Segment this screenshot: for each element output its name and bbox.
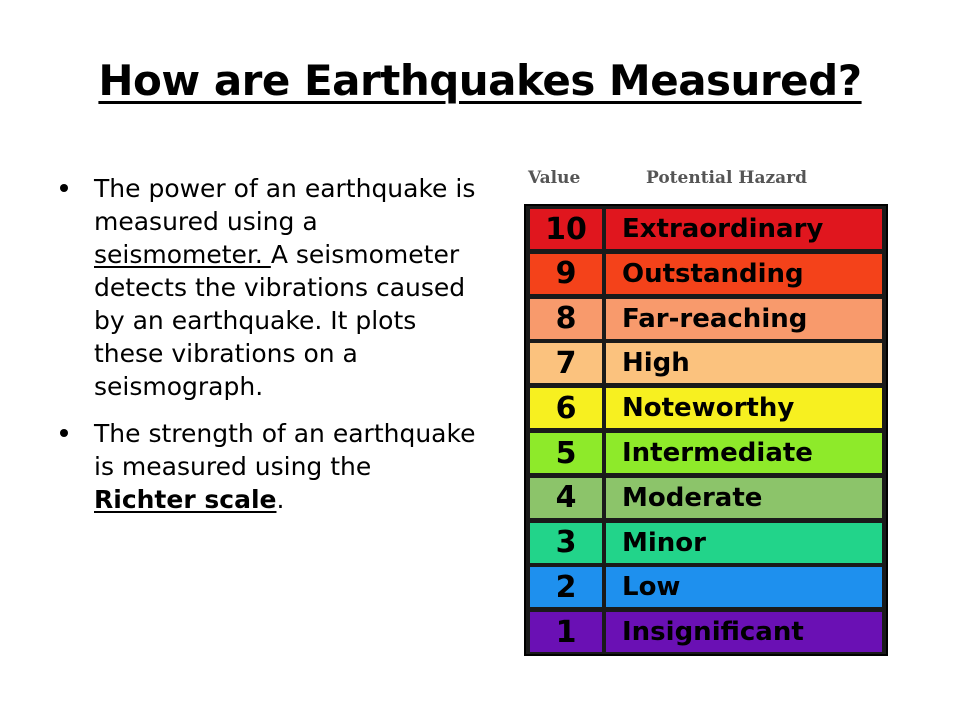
richter-scale-figure (524, 166, 888, 656)
scale-hazard: Far-reaching (606, 299, 882, 339)
scale-value: 6 (530, 388, 602, 428)
scale-value: 5 (530, 433, 602, 473)
scale-row (526, 251, 886, 296)
bullet-text-before: The strength of an earthquake is measured using the (94, 419, 476, 481)
scale-hazard: Intermediate (606, 433, 882, 473)
scale-value: 10 (530, 209, 602, 249)
scale-row (526, 385, 886, 430)
scale-header (524, 166, 888, 196)
seismometer-term: seismometer. (94, 240, 271, 269)
scale-row (526, 520, 886, 565)
scale-row (526, 430, 886, 475)
scale-hazard: Outstanding (606, 254, 882, 294)
bullet-icon (60, 429, 68, 437)
scale-hazard: Noteworthy (606, 388, 882, 428)
scale-value: 2 (530, 567, 602, 607)
scale-value: 7 (530, 343, 602, 383)
bullet-icon (60, 184, 68, 192)
slide-title-text: How are Earthquakes Measured? (98, 56, 862, 105)
scale-row (526, 564, 886, 609)
scale-hazard: Minor (606, 523, 882, 563)
richter-scale-term: Richter scale (94, 485, 277, 514)
scale-value: 9 (530, 254, 602, 294)
bullet-text-after: A seismometer detects the vibrations caused by an earthquake. It plots these vibrations on a seismograph. (94, 240, 466, 401)
scale-hazard: Extraordinary (606, 209, 882, 249)
scale-hazard: Low (606, 567, 882, 607)
scale-value: 3 (530, 523, 602, 563)
header-value: Value (528, 168, 581, 188)
scale-value: 1 (530, 612, 602, 652)
header-potential-hazard: Potential Hazard (646, 168, 807, 188)
bullet-text-before: The power of an earthquake is measured using a (94, 174, 476, 236)
bullet-item (58, 417, 478, 516)
scale-row (526, 340, 886, 385)
bullet-text-after: . (276, 485, 285, 514)
scale-row (526, 296, 886, 341)
scale-value: 8 (530, 299, 602, 339)
scale-hazard: Insignificant (606, 612, 882, 652)
scale-row (526, 609, 886, 654)
bullet-list (58, 172, 478, 530)
scale-row (526, 475, 886, 520)
scale-row (526, 206, 886, 251)
scale-hazard: Moderate (606, 478, 882, 518)
scale-hazard: High (606, 343, 882, 383)
scale-value: 4 (530, 478, 602, 518)
scale-table (524, 204, 888, 656)
bullet-item (58, 172, 478, 403)
slide-title (0, 58, 960, 104)
